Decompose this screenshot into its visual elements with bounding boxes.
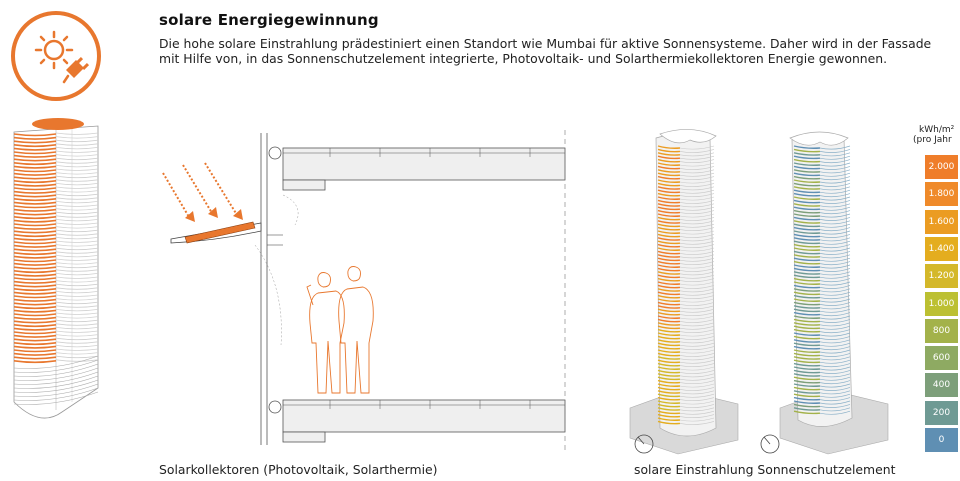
facade-section-drawing <box>155 125 575 455</box>
caption-radiation: solare Einstrahlung Sonnenschutzelement <box>634 462 896 477</box>
legend-item: 400 <box>925 373 958 397</box>
legend-item: 1.600 <box>925 210 958 234</box>
legend-item: 1.800 <box>925 182 958 206</box>
legend-unit: kWh/m² <box>919 125 955 135</box>
legend-item: 1.000 <box>925 292 958 316</box>
caption-section: Solarkollektoren (Photovoltaik, Solarthermie) <box>159 462 438 477</box>
sun-rays <box>163 163 237 217</box>
legend-item: 200 <box>925 401 958 425</box>
description-text: Die hohe solare Einstrahlung prädestiniert einen Standort wie Mumbai für aktive Sonnensysteme. Daher wird in der Fassade mit Hilfe von, in das Sonnenschutzelement integrierte, Photovoltaik- und Solarthermiekollektoren Energie gewonnen. <box>159 36 932 66</box>
page-title: solare Energiegewinnung <box>159 11 379 29</box>
sun-plug-icon <box>10 10 102 102</box>
legend-item: 800 <box>925 319 958 343</box>
legend-item: 2.000 <box>925 155 958 179</box>
radiation-analysis-towers <box>620 128 910 458</box>
legend-item: 0 <box>925 428 958 452</box>
lower-slab <box>283 400 565 442</box>
upper-slab <box>283 148 565 190</box>
legend-unit-period: (pro Jahr <box>913 135 952 145</box>
sun-shading-element <box>171 222 281 345</box>
people-figures <box>307 267 373 394</box>
legend-item: 600 <box>925 346 958 370</box>
tower-axonometric <box>0 112 110 432</box>
ray-arrowheads <box>185 207 243 222</box>
legend-item: 1.400 <box>925 237 958 261</box>
legend-item: 1.200 <box>925 264 958 288</box>
roof-shape <box>32 118 84 130</box>
